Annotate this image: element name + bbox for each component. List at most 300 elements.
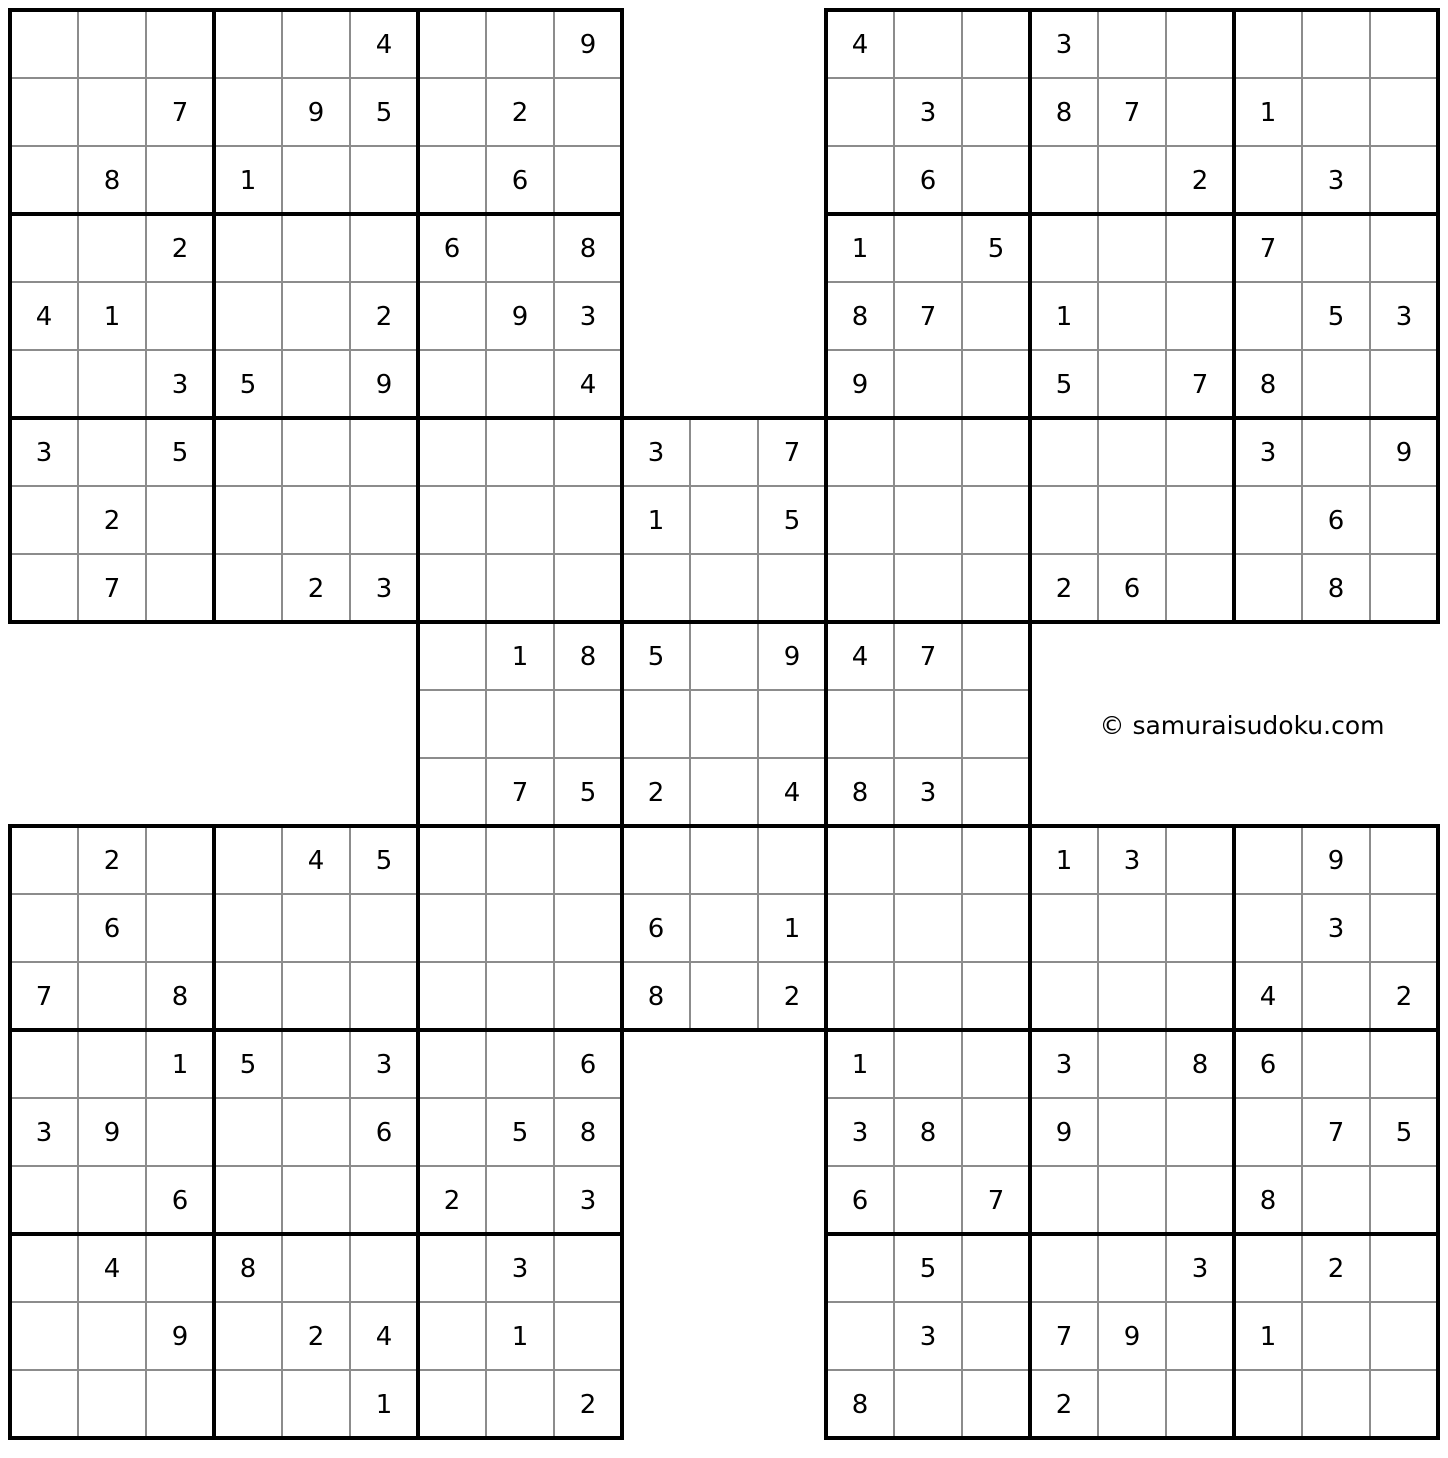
given-digit: 8 (239, 1254, 257, 1284)
sudoku-cell[interactable] (894, 350, 962, 418)
given-digit: 5 (919, 1254, 937, 1284)
sudoku-cell[interactable] (282, 10, 350, 78)
sudoku-cell[interactable] (418, 146, 486, 214)
given-digit: 2 (103, 846, 121, 876)
given-digit: 4 (35, 302, 53, 332)
sudoku-cell[interactable] (214, 1098, 282, 1166)
sudoku-cell[interactable] (1370, 1166, 1438, 1234)
sudoku-cell[interactable] (826, 690, 894, 758)
sudoku-cell[interactable] (486, 10, 554, 78)
sudoku-cell[interactable] (214, 554, 282, 622)
sudoku-cell[interactable] (826, 554, 894, 622)
given-digit: 4 (375, 1322, 393, 1352)
sudoku-cell[interactable] (1030, 1166, 1098, 1234)
sudoku-cell[interactable] (486, 962, 554, 1030)
sudoku-cell[interactable] (554, 78, 622, 146)
sudoku-cell[interactable] (418, 1234, 486, 1302)
sudoku-cell[interactable] (1302, 1302, 1370, 1370)
sudoku-cell[interactable] (214, 282, 282, 350)
sudoku-cell[interactable] (10, 146, 78, 214)
sudoku-cell[interactable] (1030, 214, 1098, 282)
sudoku-cell[interactable] (826, 1302, 894, 1370)
given-digit: 7 (171, 98, 189, 128)
sudoku-cell[interactable] (78, 78, 146, 146)
sudoku-cell[interactable] (486, 486, 554, 554)
sudoku-cell[interactable] (1166, 1166, 1234, 1234)
given-digit: 2 (443, 1186, 461, 1216)
sudoku-cell[interactable] (282, 1030, 350, 1098)
sudoku-cell[interactable] (1166, 78, 1234, 146)
sudoku-cell[interactable] (1166, 1370, 1234, 1438)
sudoku-cell[interactable] (554, 146, 622, 214)
sudoku-cell[interactable] (78, 962, 146, 1030)
sudoku-cell[interactable] (690, 826, 758, 894)
sudoku-cell[interactable] (962, 962, 1030, 1030)
sudoku-cell[interactable] (350, 1166, 418, 1234)
sudoku-cell[interactable] (1234, 146, 1302, 214)
sudoku-cell[interactable] (554, 1234, 622, 1302)
sudoku-cell[interactable] (418, 418, 486, 486)
sudoku-cell[interactable] (1166, 418, 1234, 486)
sudoku-cell[interactable] (418, 1370, 486, 1438)
sudoku-cell[interactable] (486, 418, 554, 486)
sudoku-cell[interactable] (1234, 282, 1302, 350)
sudoku-cell[interactable] (282, 1234, 350, 1302)
sudoku-cell[interactable] (1370, 486, 1438, 554)
given-digit: 2 (647, 778, 665, 808)
given-digit: 1 (511, 1322, 529, 1352)
copyright-text: © samuraisudoku.com (1099, 711, 1385, 740)
sudoku-cell[interactable] (146, 282, 214, 350)
sudoku-cell[interactable] (1166, 894, 1234, 962)
given-digit: 1 (1055, 846, 1073, 876)
sudoku-cell[interactable] (690, 690, 758, 758)
sudoku-cell[interactable] (1302, 78, 1370, 146)
given-digit: 6 (647, 914, 665, 944)
given-digit: 8 (647, 982, 665, 1012)
sudoku-cell[interactable] (1370, 826, 1438, 894)
sudoku-cell[interactable] (486, 554, 554, 622)
sudoku-cell[interactable] (1098, 1234, 1166, 1302)
sudoku-cell[interactable] (1030, 146, 1098, 214)
sudoku-cell[interactable] (418, 350, 486, 418)
given-digit: 8 (579, 234, 597, 264)
sudoku-cell[interactable] (418, 622, 486, 690)
sudoku-cell[interactable] (146, 486, 214, 554)
sudoku-cell[interactable] (214, 214, 282, 282)
sudoku-cell[interactable] (554, 894, 622, 962)
sudoku-cell[interactable] (554, 962, 622, 1030)
sudoku-cell[interactable] (894, 554, 962, 622)
sudoku-cell[interactable] (1370, 146, 1438, 214)
sudoku-cell[interactable] (894, 690, 962, 758)
sudoku-cell[interactable] (690, 554, 758, 622)
sudoku-cell[interactable] (962, 690, 1030, 758)
sudoku-cell[interactable] (894, 826, 962, 894)
given-digit: 8 (1327, 574, 1345, 604)
sudoku-cell[interactable] (1370, 1234, 1438, 1302)
given-digit: 5 (511, 1118, 529, 1148)
given-digit: 1 (103, 302, 121, 332)
sudoku-cell[interactable] (758, 554, 826, 622)
sudoku-cell[interactable] (1302, 214, 1370, 282)
sudoku-cell[interactable] (1098, 486, 1166, 554)
sudoku-cell[interactable] (622, 690, 690, 758)
sudoku-cell[interactable] (1098, 1370, 1166, 1438)
given-digit: 8 (851, 778, 869, 808)
sudoku-cell[interactable] (418, 282, 486, 350)
sudoku-cell[interactable] (1030, 962, 1098, 1030)
given-digit: 3 (579, 1186, 597, 1216)
sudoku-cell[interactable] (1370, 78, 1438, 146)
sudoku-cell[interactable] (418, 1302, 486, 1370)
sudoku-cell[interactable] (554, 826, 622, 894)
sudoku-cell[interactable] (78, 418, 146, 486)
sudoku-cell[interactable] (758, 690, 826, 758)
sudoku-cell[interactable] (962, 10, 1030, 78)
sudoku-cell[interactable] (78, 350, 146, 418)
sudoku-cell[interactable] (826, 962, 894, 1030)
sudoku-cell[interactable] (690, 622, 758, 690)
sudoku-cell[interactable] (486, 350, 554, 418)
sudoku-cell[interactable] (1234, 1234, 1302, 1302)
sudoku-cell[interactable] (1030, 1234, 1098, 1302)
sudoku-cell[interactable] (962, 1098, 1030, 1166)
sudoku-cell[interactable] (282, 1166, 350, 1234)
given-digit: 2 (307, 574, 325, 604)
sudoku-cell[interactable] (418, 554, 486, 622)
sudoku-cell[interactable] (350, 214, 418, 282)
sudoku-cell[interactable] (146, 10, 214, 78)
sudoku-cell[interactable] (1166, 282, 1234, 350)
given-digit: 7 (919, 302, 937, 332)
sudoku-cell[interactable] (486, 214, 554, 282)
sudoku-cell[interactable] (10, 1234, 78, 1302)
sudoku-cell[interactable] (1098, 894, 1166, 962)
sudoku-cell[interactable] (894, 962, 962, 1030)
sudoku-cell[interactable] (962, 146, 1030, 214)
sudoku-cell[interactable] (962, 894, 1030, 962)
given-digit: 3 (919, 778, 937, 808)
sudoku-cell[interactable] (1370, 350, 1438, 418)
sudoku-cell[interactable] (10, 214, 78, 282)
sudoku-cell[interactable] (894, 1030, 962, 1098)
sudoku-cell[interactable] (214, 894, 282, 962)
sudoku-cell[interactable] (1302, 1370, 1370, 1438)
sudoku-cell[interactable] (78, 10, 146, 78)
sudoku-cell[interactable] (690, 486, 758, 554)
sudoku-cell[interactable] (1098, 962, 1166, 1030)
sudoku-cell[interactable] (418, 962, 486, 1030)
sudoku-cell[interactable] (1098, 1166, 1166, 1234)
sudoku-cell[interactable] (1166, 962, 1234, 1030)
sudoku-cell[interactable] (214, 78, 282, 146)
sudoku-cell[interactable] (826, 1234, 894, 1302)
sudoku-cell[interactable] (554, 418, 622, 486)
sudoku-cell[interactable] (350, 894, 418, 962)
sudoku-cell[interactable] (1234, 486, 1302, 554)
given-digit: 9 (511, 302, 529, 332)
sudoku-cell[interactable] (1166, 486, 1234, 554)
sudoku-cell[interactable] (1302, 962, 1370, 1030)
given-digit: 1 (375, 1390, 393, 1420)
sudoku-cell[interactable] (1098, 1098, 1166, 1166)
sudoku-cell[interactable] (78, 1166, 146, 1234)
sudoku-cell[interactable] (1098, 146, 1166, 214)
sudoku-cell[interactable] (622, 554, 690, 622)
sudoku-cell[interactable] (350, 1234, 418, 1302)
sudoku-cell[interactable] (350, 962, 418, 1030)
sudoku-cell[interactable] (894, 1370, 962, 1438)
sudoku-cell[interactable] (826, 894, 894, 962)
sudoku-cell[interactable] (894, 418, 962, 486)
given-digit: 4 (783, 778, 801, 808)
sudoku-cell[interactable] (1370, 10, 1438, 78)
sudoku-cell[interactable] (214, 418, 282, 486)
sudoku-cell[interactable] (962, 826, 1030, 894)
sudoku-cell[interactable] (350, 486, 418, 554)
sudoku-cell[interactable] (962, 486, 1030, 554)
sudoku-cell[interactable] (486, 894, 554, 962)
sudoku-cell[interactable] (146, 1370, 214, 1438)
sudoku-cell[interactable] (1234, 1370, 1302, 1438)
sudoku-cell[interactable] (214, 486, 282, 554)
sudoku-cell[interactable] (10, 78, 78, 146)
sudoku-cell[interactable] (1370, 1030, 1438, 1098)
given-digit: 5 (375, 98, 393, 128)
sudoku-cell[interactable] (10, 10, 78, 78)
given-digit: 1 (1259, 1322, 1277, 1352)
given-digit: 3 (1055, 30, 1073, 60)
sudoku-cell[interactable] (826, 486, 894, 554)
sudoku-cell[interactable] (214, 826, 282, 894)
sudoku-cell[interactable] (1030, 486, 1098, 554)
sudoku-cell[interactable] (962, 622, 1030, 690)
sudoku-cell[interactable] (10, 486, 78, 554)
sudoku-cell[interactable] (214, 10, 282, 78)
sudoku-cell[interactable] (894, 10, 962, 78)
sudoku-cell[interactable] (826, 146, 894, 214)
sudoku-cell[interactable] (418, 1098, 486, 1166)
given-digit: 3 (35, 1118, 53, 1148)
sudoku-cell[interactable] (78, 1030, 146, 1098)
sudoku-cell[interactable] (1234, 826, 1302, 894)
sudoku-cell[interactable] (1166, 826, 1234, 894)
sudoku-cell[interactable] (282, 146, 350, 214)
sudoku-cell[interactable] (554, 690, 622, 758)
given-digit: 6 (443, 234, 461, 264)
sudoku-cell[interactable] (214, 962, 282, 1030)
sudoku-cell[interactable] (1302, 10, 1370, 78)
sudoku-cell[interactable] (1098, 10, 1166, 78)
sudoku-cell[interactable] (826, 826, 894, 894)
given-digit: 4 (1259, 982, 1277, 1012)
sudoku-cell[interactable] (894, 1166, 962, 1234)
sudoku-cell[interactable] (1370, 1302, 1438, 1370)
sudoku-cell[interactable] (1234, 1098, 1302, 1166)
given-digit: 3 (579, 302, 597, 332)
sudoku-cell[interactable] (1234, 10, 1302, 78)
sudoku-cell[interactable] (214, 1302, 282, 1370)
sudoku-cell[interactable] (894, 894, 962, 962)
sudoku-cell[interactable] (554, 554, 622, 622)
sudoku-cell[interactable] (146, 1234, 214, 1302)
sudoku-cell[interactable] (214, 1370, 282, 1438)
sudoku-cell[interactable] (1098, 282, 1166, 350)
sudoku-cell[interactable] (418, 826, 486, 894)
sudoku-cell[interactable] (1370, 554, 1438, 622)
given-digit: 5 (1395, 1118, 1413, 1148)
sudoku-cell[interactable] (418, 10, 486, 78)
given-digit: 6 (851, 1186, 869, 1216)
sudoku-cell[interactable] (486, 1030, 554, 1098)
sudoku-cell[interactable] (486, 1166, 554, 1234)
sudoku-cell[interactable] (826, 418, 894, 486)
sudoku-cell[interactable] (1098, 418, 1166, 486)
sudoku-cell[interactable] (486, 690, 554, 758)
sudoku-cell[interactable] (282, 1098, 350, 1166)
sudoku-cell[interactable] (1098, 1030, 1166, 1098)
sudoku-cell[interactable] (418, 1030, 486, 1098)
sudoku-cell[interactable] (10, 1302, 78, 1370)
sudoku-cell[interactable] (758, 826, 826, 894)
sudoku-cell[interactable] (1166, 1098, 1234, 1166)
given-digit: 2 (1191, 166, 1209, 196)
given-digit: 3 (171, 370, 189, 400)
given-digit: 1 (1259, 98, 1277, 128)
sudoku-cell[interactable] (1370, 1370, 1438, 1438)
given-digit: 1 (851, 234, 869, 264)
sudoku-cell[interactable] (282, 486, 350, 554)
sudoku-cell[interactable] (1030, 894, 1098, 962)
sudoku-cell[interactable] (282, 214, 350, 282)
sudoku-cell[interactable] (962, 350, 1030, 418)
sudoku-cell[interactable] (418, 690, 486, 758)
sudoku-cell[interactable] (10, 1166, 78, 1234)
sudoku-cell[interactable] (282, 894, 350, 962)
sudoku-cell[interactable] (554, 486, 622, 554)
sudoku-cell[interactable] (1166, 214, 1234, 282)
given-digit: 4 (851, 642, 869, 672)
sudoku-cell[interactable] (962, 78, 1030, 146)
given-digit: 5 (579, 778, 597, 808)
sudoku-cell[interactable] (1098, 350, 1166, 418)
given-digit: 1 (171, 1050, 189, 1080)
sudoku-cell[interactable] (10, 894, 78, 962)
sudoku-cell[interactable] (10, 826, 78, 894)
sudoku-cell[interactable] (282, 282, 350, 350)
given-digit: 6 (375, 1118, 393, 1148)
sudoku-cell[interactable] (1166, 554, 1234, 622)
sudoku-cell[interactable] (826, 78, 894, 146)
sudoku-cell[interactable] (214, 1166, 282, 1234)
sudoku-cell[interactable] (486, 826, 554, 894)
sudoku-cell[interactable] (1166, 1302, 1234, 1370)
sudoku-cell[interactable] (146, 894, 214, 962)
sudoku-cell[interactable] (418, 758, 486, 826)
given-digit: 1 (783, 914, 801, 944)
sudoku-cell[interactable] (146, 1098, 214, 1166)
sudoku-cell[interactable] (78, 214, 146, 282)
sudoku-cell[interactable] (10, 1370, 78, 1438)
sudoku-cell[interactable] (1370, 894, 1438, 962)
sudoku-cell[interactable] (1302, 418, 1370, 486)
sudoku-cell[interactable] (1234, 554, 1302, 622)
sudoku-cell[interactable] (10, 350, 78, 418)
sudoku-cell[interactable] (962, 1302, 1030, 1370)
sudoku-cell[interactable] (350, 418, 418, 486)
sudoku-cell[interactable] (1166, 10, 1234, 78)
sudoku-cell[interactable] (1234, 894, 1302, 962)
sudoku-cell[interactable] (554, 1302, 622, 1370)
given-digit: 7 (1327, 1118, 1345, 1148)
sudoku-cell[interactable] (622, 826, 690, 894)
sudoku-cell[interactable] (282, 418, 350, 486)
sudoku-cell[interactable] (690, 758, 758, 826)
sudoku-cell[interactable] (146, 146, 214, 214)
sudoku-cell[interactable] (1370, 214, 1438, 282)
sudoku-cell[interactable] (962, 1234, 1030, 1302)
given-digit: 8 (579, 1118, 597, 1148)
sudoku-cell[interactable] (894, 486, 962, 554)
given-digit: 2 (511, 98, 529, 128)
given-digit: 3 (919, 1322, 937, 1352)
sudoku-cell[interactable] (962, 1370, 1030, 1438)
sudoku-cell[interactable] (690, 418, 758, 486)
sudoku-cell[interactable] (962, 282, 1030, 350)
sudoku-cell[interactable] (418, 486, 486, 554)
given-digit: 3 (1055, 1050, 1073, 1080)
sudoku-cell[interactable] (282, 962, 350, 1030)
sudoku-cell[interactable] (1098, 214, 1166, 282)
sudoku-cell[interactable] (418, 78, 486, 146)
given-digit: 2 (1327, 1254, 1345, 1284)
sudoku-cell[interactable] (78, 1370, 146, 1438)
sudoku-cell[interactable] (1302, 1030, 1370, 1098)
given-digit: 5 (171, 438, 189, 468)
given-digit: 7 (1123, 98, 1141, 128)
sudoku-cell[interactable] (962, 418, 1030, 486)
sudoku-cell[interactable] (78, 1302, 146, 1370)
given-digit: 2 (579, 1390, 597, 1420)
given-digit: 3 (919, 98, 937, 128)
sudoku-cell[interactable] (146, 826, 214, 894)
given-digit: 7 (35, 982, 53, 1012)
sudoku-cell[interactable] (350, 146, 418, 214)
sudoku-cell[interactable] (1030, 418, 1098, 486)
sudoku-cell[interactable] (282, 1370, 350, 1438)
sudoku-cell[interactable] (690, 962, 758, 1030)
sudoku-cell[interactable] (1302, 1166, 1370, 1234)
sudoku-cell[interactable] (962, 1030, 1030, 1098)
given-digit: 3 (1191, 1254, 1209, 1284)
given-digit: 5 (239, 370, 257, 400)
sudoku-cell[interactable] (146, 554, 214, 622)
sudoku-cell[interactable] (690, 894, 758, 962)
sudoku-cell[interactable] (418, 894, 486, 962)
given-digit: 1 (851, 1050, 869, 1080)
sudoku-cell[interactable] (10, 1030, 78, 1098)
given-digit: 8 (1259, 1186, 1277, 1216)
sudoku-cell[interactable] (486, 1370, 554, 1438)
sudoku-cell[interactable] (1302, 350, 1370, 418)
sudoku-cell[interactable] (962, 758, 1030, 826)
sudoku-cell[interactable] (10, 554, 78, 622)
sudoku-cell[interactable] (894, 214, 962, 282)
given-digit: 1 (1055, 302, 1073, 332)
sudoku-cell[interactable] (282, 350, 350, 418)
sudoku-cell[interactable] (962, 554, 1030, 622)
